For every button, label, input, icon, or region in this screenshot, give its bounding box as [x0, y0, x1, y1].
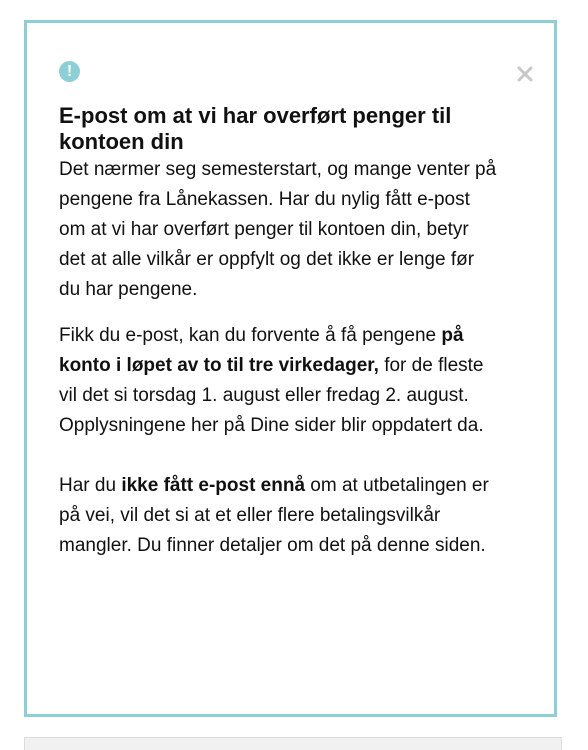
notice-paragraph-3 — [59, 471, 499, 561]
notice-heading: E-post om at vi har overført penger til kontoen din — [59, 103, 452, 154]
paragraph-3-bold: ikke fått e-post ennå — [121, 475, 306, 496]
info-icon: ! — [59, 61, 80, 82]
paragraph-2-text-start: Fikk du e-post, kan du forvente å få pengene — [59, 325, 442, 346]
notice-content — [59, 103, 499, 561]
next-card-edge — [24, 737, 562, 750]
notice-paragraph-2 — [59, 321, 499, 441]
paragraph-2-bold: på konto i løpet av to til tre virkedager, — [59, 325, 464, 376]
paragraph-3-text-end: om at utbetalingen er på vei, vil det si at et eller flere betalingsvilkår mangler. Du finner detaljer om det på denne siden. — [59, 475, 489, 556]
notice-box — [24, 20, 557, 717]
close-icon — [516, 65, 534, 83]
paragraph-3-text-start: Har du — [59, 475, 122, 496]
notice-paragraph-1: Det nærmer seg semesterstart, og mange venter på pengene fra Lånekassen. Har du nylig fått e-post om at vi har overført penger til kontoen din, betyr det at alle vilkår er oppfylt og det ikke er lenge før du har pengene. — [59, 159, 497, 300]
paragraph-2-text-end: for de fleste vil det si torsdag 1. august eller fredag 2. august. Opplysningene her på Dine sider blir oppdatert da. — [59, 355, 484, 436]
close-button[interactable] — [512, 61, 538, 87]
